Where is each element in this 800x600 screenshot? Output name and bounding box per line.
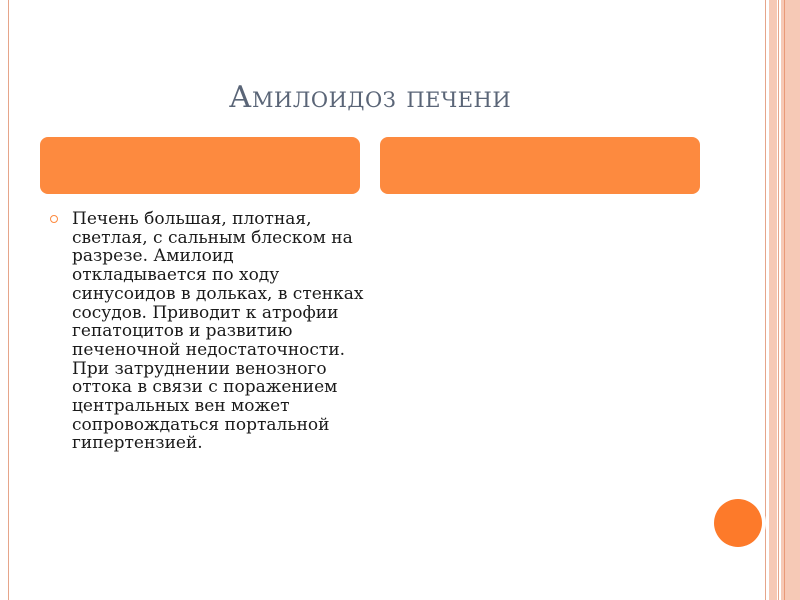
decorative-stripe: [765, 0, 766, 600]
bullet-circle-icon: [50, 215, 58, 223]
left-column-header: [40, 137, 360, 194]
decorative-stripe: [769, 0, 777, 600]
decorative-stripe: [784, 0, 785, 600]
slide-title: Амилоидоз печени: [228, 80, 512, 115]
left-border-line: [8, 0, 9, 600]
decorative-stripe: [778, 0, 779, 600]
decorative-circle: [714, 499, 762, 547]
bullet-text: Печень большая, плотная, светлая, с сальным блеском на разрезе. Амилоид откладывается по ходу синусоидов в дольках, в стенках сосудов. Приводит к атрофии гепатоцитов и развитию печеночной недостаточности. При затруднении венозного оттока в связи с поражением центральных вен может сопровождаться портальной гипертензией.: [72, 209, 364, 454]
right-column-header: [380, 137, 700, 194]
